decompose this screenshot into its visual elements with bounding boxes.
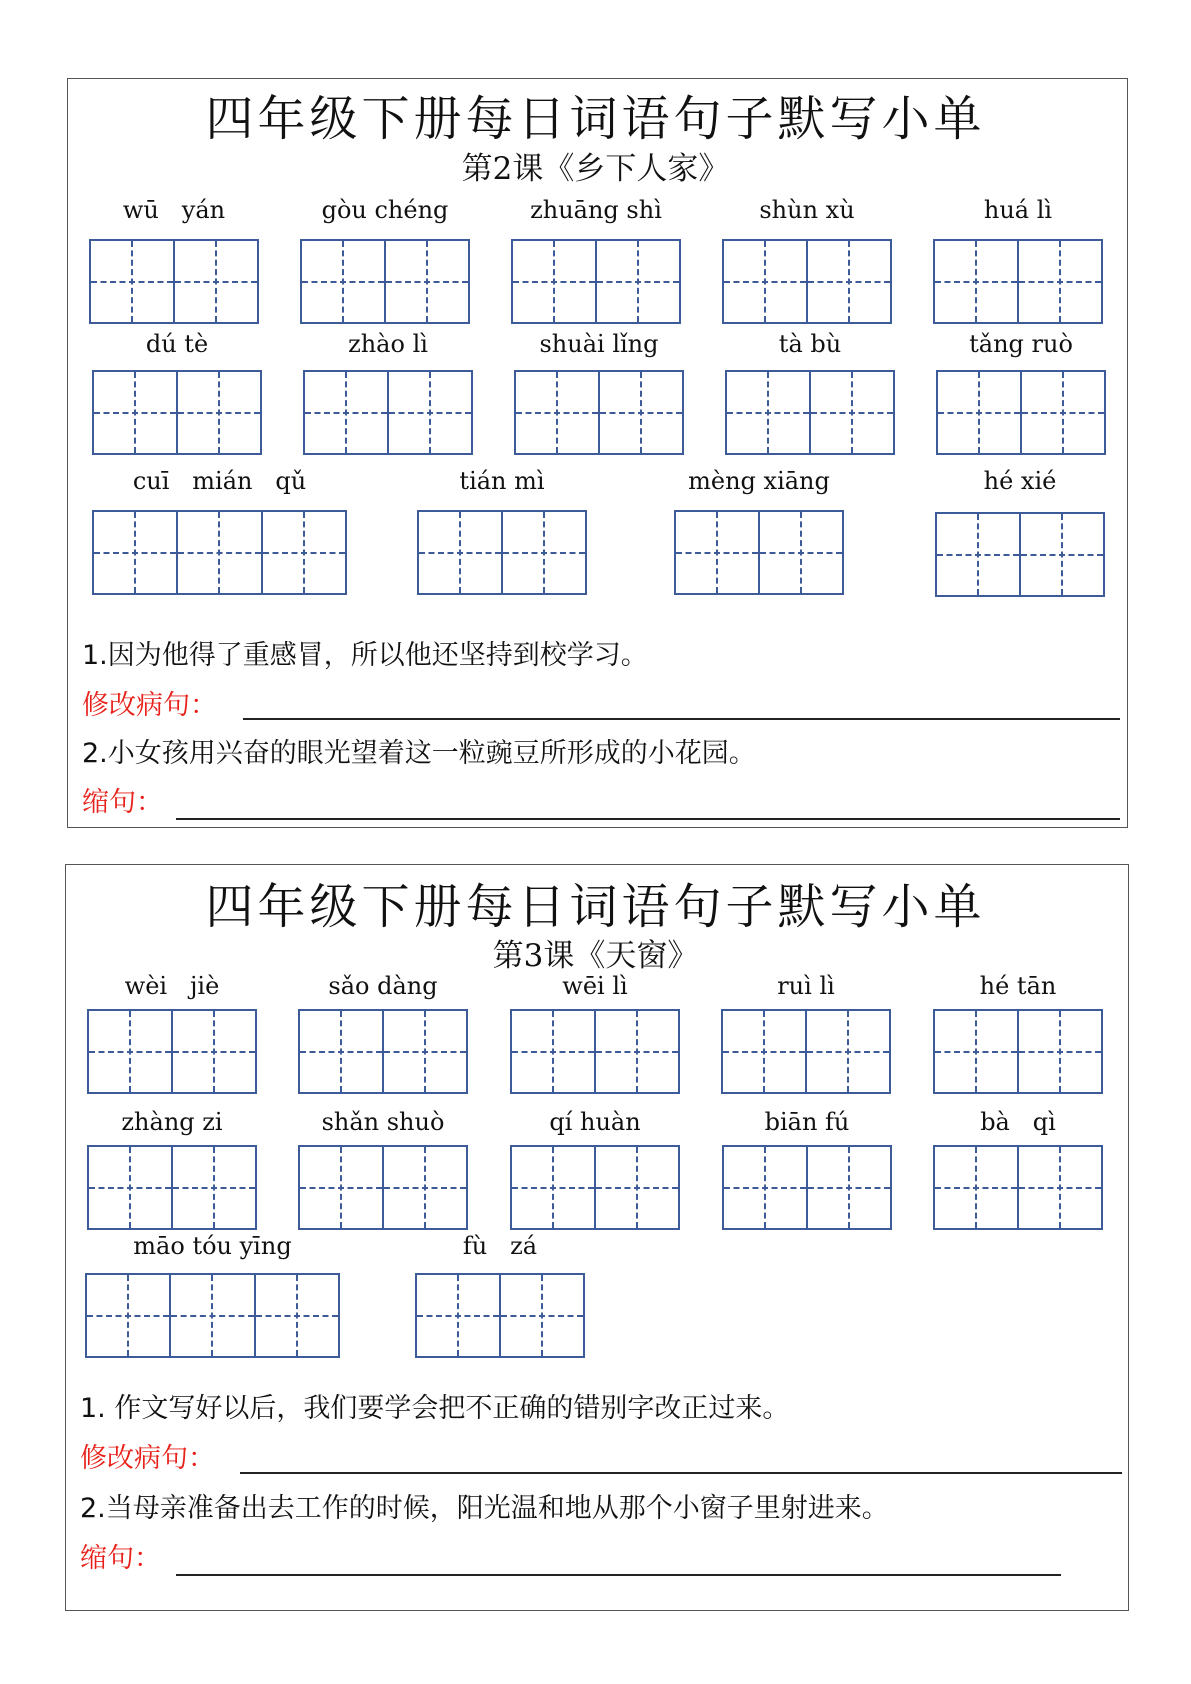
pinyin-label: dú tè	[145, 330, 209, 358]
pinyin-label: gòu chéng	[321, 196, 449, 224]
tianzige-grid[interactable]	[933, 239, 1103, 324]
tianzige-grid[interactable]	[92, 510, 347, 595]
pinyin-label: zhàng zi	[121, 1108, 223, 1136]
worksheet-title: 四年级下册每日词语句子默写小单	[205, 879, 986, 935]
tianzige-grid[interactable]	[674, 510, 844, 595]
pinyin-label: māo tóu yīng	[133, 1232, 292, 1260]
lesson-subtitle: 第3课《天窗》	[492, 938, 699, 974]
tianzige-grid[interactable]	[417, 510, 587, 595]
tianzige-grid[interactable]	[722, 239, 892, 324]
answer-line[interactable]	[176, 1574, 1061, 1576]
pinyin-label: sǎo dàng	[328, 972, 438, 1000]
pinyin-label: tián mì	[459, 467, 545, 495]
answer-line[interactable]	[243, 718, 1120, 720]
exercise-prompt-shorten-sentence: 缩句：	[80, 1543, 161, 1574]
pinyin-label: shuài lǐng	[539, 330, 659, 358]
tianzige-grid[interactable]	[87, 1145, 257, 1230]
tianzige-grid[interactable]	[300, 239, 470, 324]
tianzige-grid[interactable]	[725, 370, 895, 455]
pinyin-label: hé tān	[979, 972, 1057, 1000]
pinyin-label: mèng xiāng	[688, 467, 830, 495]
pinyin-label: hé xié	[983, 467, 1057, 495]
tianzige-grid[interactable]	[510, 1145, 680, 1230]
tianzige-grid[interactable]	[935, 512, 1105, 597]
tianzige-grid[interactable]	[87, 1009, 257, 1094]
exercise-prompt-correct-sentence: 修改病句：	[80, 1443, 215, 1474]
tianzige-grid[interactable]	[303, 370, 473, 455]
tianzige-grid[interactable]	[89, 239, 259, 324]
pinyin-label: wèi jiè	[124, 972, 220, 1000]
pinyin-label: tà bù	[778, 330, 842, 358]
pinyin-label: bà qì	[980, 1108, 1056, 1136]
tianzige-grid[interactable]	[511, 239, 681, 324]
answer-line[interactable]	[176, 818, 1120, 820]
pinyin-label: shǎn shuò	[321, 1108, 445, 1136]
tianzige-grid[interactable]	[92, 370, 262, 455]
pinyin-label: ruì lì	[777, 972, 835, 1000]
tianzige-grid[interactable]	[85, 1273, 340, 1358]
exercise-sentence: 2.小女孩用兴奋的眼光望着这一粒豌豆所形成的小花园。	[82, 738, 756, 769]
tianzige-grid[interactable]	[510, 1009, 680, 1094]
worksheet-title: 四年级下册每日词语句子默写小单	[205, 91, 986, 147]
exercise-sentence: 1. 作文写好以后，我们要学会把不正确的错别字改正过来。	[80, 1393, 790, 1424]
pinyin-label: qí huàn	[549, 1108, 641, 1136]
answer-line[interactable]	[240, 1472, 1122, 1474]
pinyin-label: fù zá	[462, 1232, 538, 1260]
pinyin-label: cuī mián qǔ	[132, 467, 307, 495]
tianzige-grid[interactable]	[936, 370, 1106, 455]
tianzige-grid[interactable]	[933, 1009, 1103, 1094]
lesson-subtitle: 第2课《乡下人家》	[461, 151, 730, 187]
tianzige-grid[interactable]	[933, 1145, 1103, 1230]
tianzige-grid[interactable]	[415, 1273, 585, 1358]
pinyin-label: wū yán	[122, 196, 226, 224]
tianzige-grid[interactable]	[721, 1009, 891, 1094]
pinyin-label: huá lì	[983, 196, 1053, 224]
pinyin-label: shùn xù	[759, 196, 855, 224]
pinyin-label: biān fú	[764, 1108, 850, 1136]
exercise-sentence: 2.当母亲准备出去工作的时候，阳光温和地从那个小窗子里射进来。	[80, 1493, 889, 1524]
tianzige-grid[interactable]	[514, 370, 684, 455]
tianzige-grid[interactable]	[298, 1145, 468, 1230]
tianzige-grid[interactable]	[298, 1009, 468, 1094]
pinyin-label: wēi lì	[562, 972, 628, 1000]
pinyin-label: zhào lì	[348, 330, 428, 358]
pinyin-label: zhuāng shì	[530, 196, 662, 224]
pinyin-label: tǎng ruò	[969, 330, 1073, 358]
tianzige-grid[interactable]	[722, 1145, 892, 1230]
exercise-prompt-shorten-sentence: 缩句：	[82, 787, 163, 818]
exercise-sentence: 1.因为他得了重感冒，所以他还坚持到校学习。	[82, 640, 648, 671]
exercise-prompt-correct-sentence: 修改病句：	[82, 690, 217, 721]
